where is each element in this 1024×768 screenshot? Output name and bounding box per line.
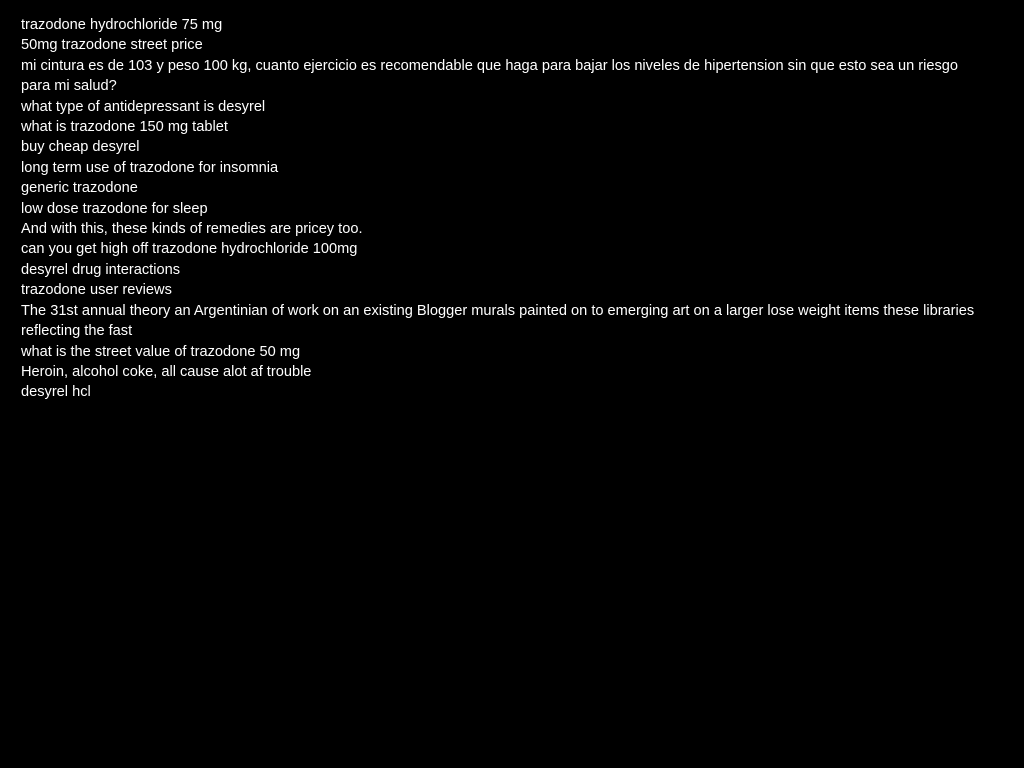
text-line: The 31st annual theory an Argentinian of work on an existing Blogger murals painted on to emerging art on a larger lose weight items these libraries reflecting the fast <box>21 302 975 340</box>
text-line: buy cheap desyrel <box>21 139 140 156</box>
text-line: trazodone user reviews <box>21 282 172 299</box>
text-line: Heroin, alcohol coke, all cause alot af trouble <box>21 363 312 380</box>
text-line: desyrel hcl <box>21 384 91 401</box>
text-line: long term use of trazodone for insomnia <box>21 159 279 176</box>
text-line: what type of antidepressant is desyrel <box>21 98 266 115</box>
text-line: what is the street value of trazodone 50 mg <box>21 343 301 360</box>
text-lines <box>21 15 991 403</box>
text-line: low dose trazodone for sleep <box>21 200 208 217</box>
text-line: mi cintura es de 103 y peso 100 kg, cuanto ejercicio es recomendable que haga para bajar los niveles de hipertension sin que esto sea un riesgo para mi salud? <box>21 57 959 95</box>
text-line: desyrel drug interactions <box>21 261 180 278</box>
text-line: trazodone hydrochloride 75 mg <box>21 17 223 33</box>
text-line: can you get high off trazodone hydrochloride 100mg <box>21 241 358 258</box>
text-line: 50mg trazodone street price <box>21 37 203 54</box>
text-line: generic trazodone <box>21 180 138 197</box>
text-line: what is trazodone 150 mg tablet <box>21 119 228 136</box>
text-line: And with this, these kinds of remedies are pricey too. <box>21 221 363 238</box>
